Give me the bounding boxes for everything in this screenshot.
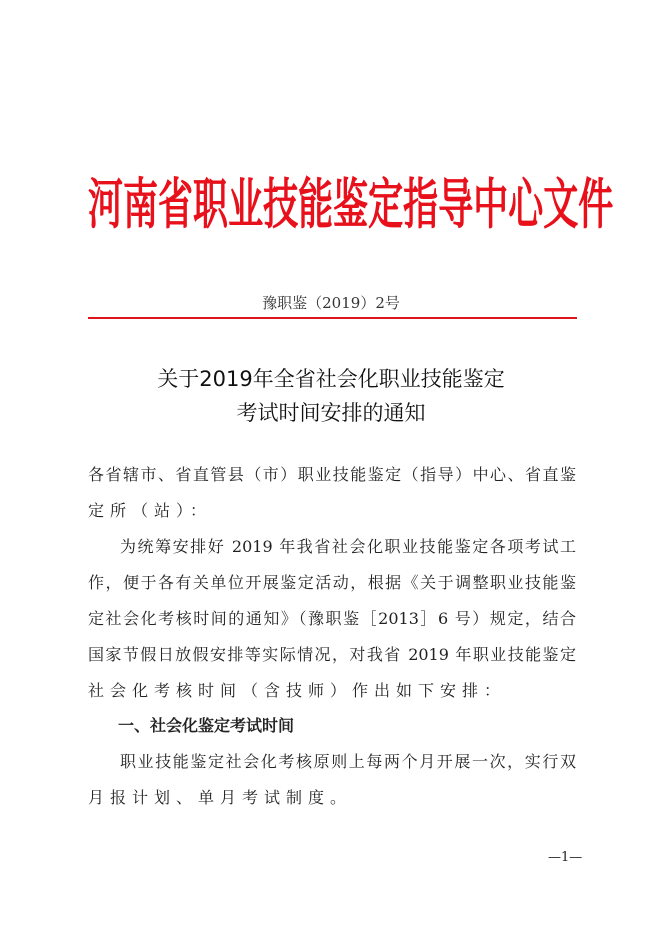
- section-heading: 一、社会化鉴定考试时间: [118, 716, 295, 735]
- document-title-line1: 关于2019年全省社会化职业技能鉴定: [157, 367, 505, 391]
- body-line: 定所（站）：: [88, 501, 213, 520]
- document-title-line2: 考试时间安排的通知: [236, 401, 426, 425]
- body-line: 各省辖市、省直管县（市）职业技能鉴定（指导）中心、省直鉴: [88, 465, 576, 484]
- body-line: 国家节假日放假安排等实际情况，对我省 2019 年职业技能鉴定: [88, 645, 576, 664]
- red-divider: [88, 317, 577, 319]
- page-number: —1—: [548, 850, 583, 865]
- body-line: 月报计划、单月考试制度。: [88, 788, 353, 807]
- org-header-title: 河南省职业技能鉴定指导中心文件: [88, 173, 614, 238]
- body-line: 职业技能鉴定社会化考核原则上每两个月开展一次，实行双: [120, 752, 576, 771]
- body-line: 定社会化考核时间的通知》（豫职鉴［2013］6 号）规定，结合: [88, 609, 576, 628]
- body-line: 作，便于各有关单位开展鉴定活动，根据《关于调整职业技能鉴: [88, 573, 576, 592]
- body-line: 社会化考核时间（含技师）作出如下安排：: [88, 681, 507, 700]
- document-number: 豫职鉴（2019）2号: [262, 294, 400, 312]
- body-line: 为统筹安排好 2019 年我省社会化职业技能鉴定各项考试工: [120, 537, 576, 556]
